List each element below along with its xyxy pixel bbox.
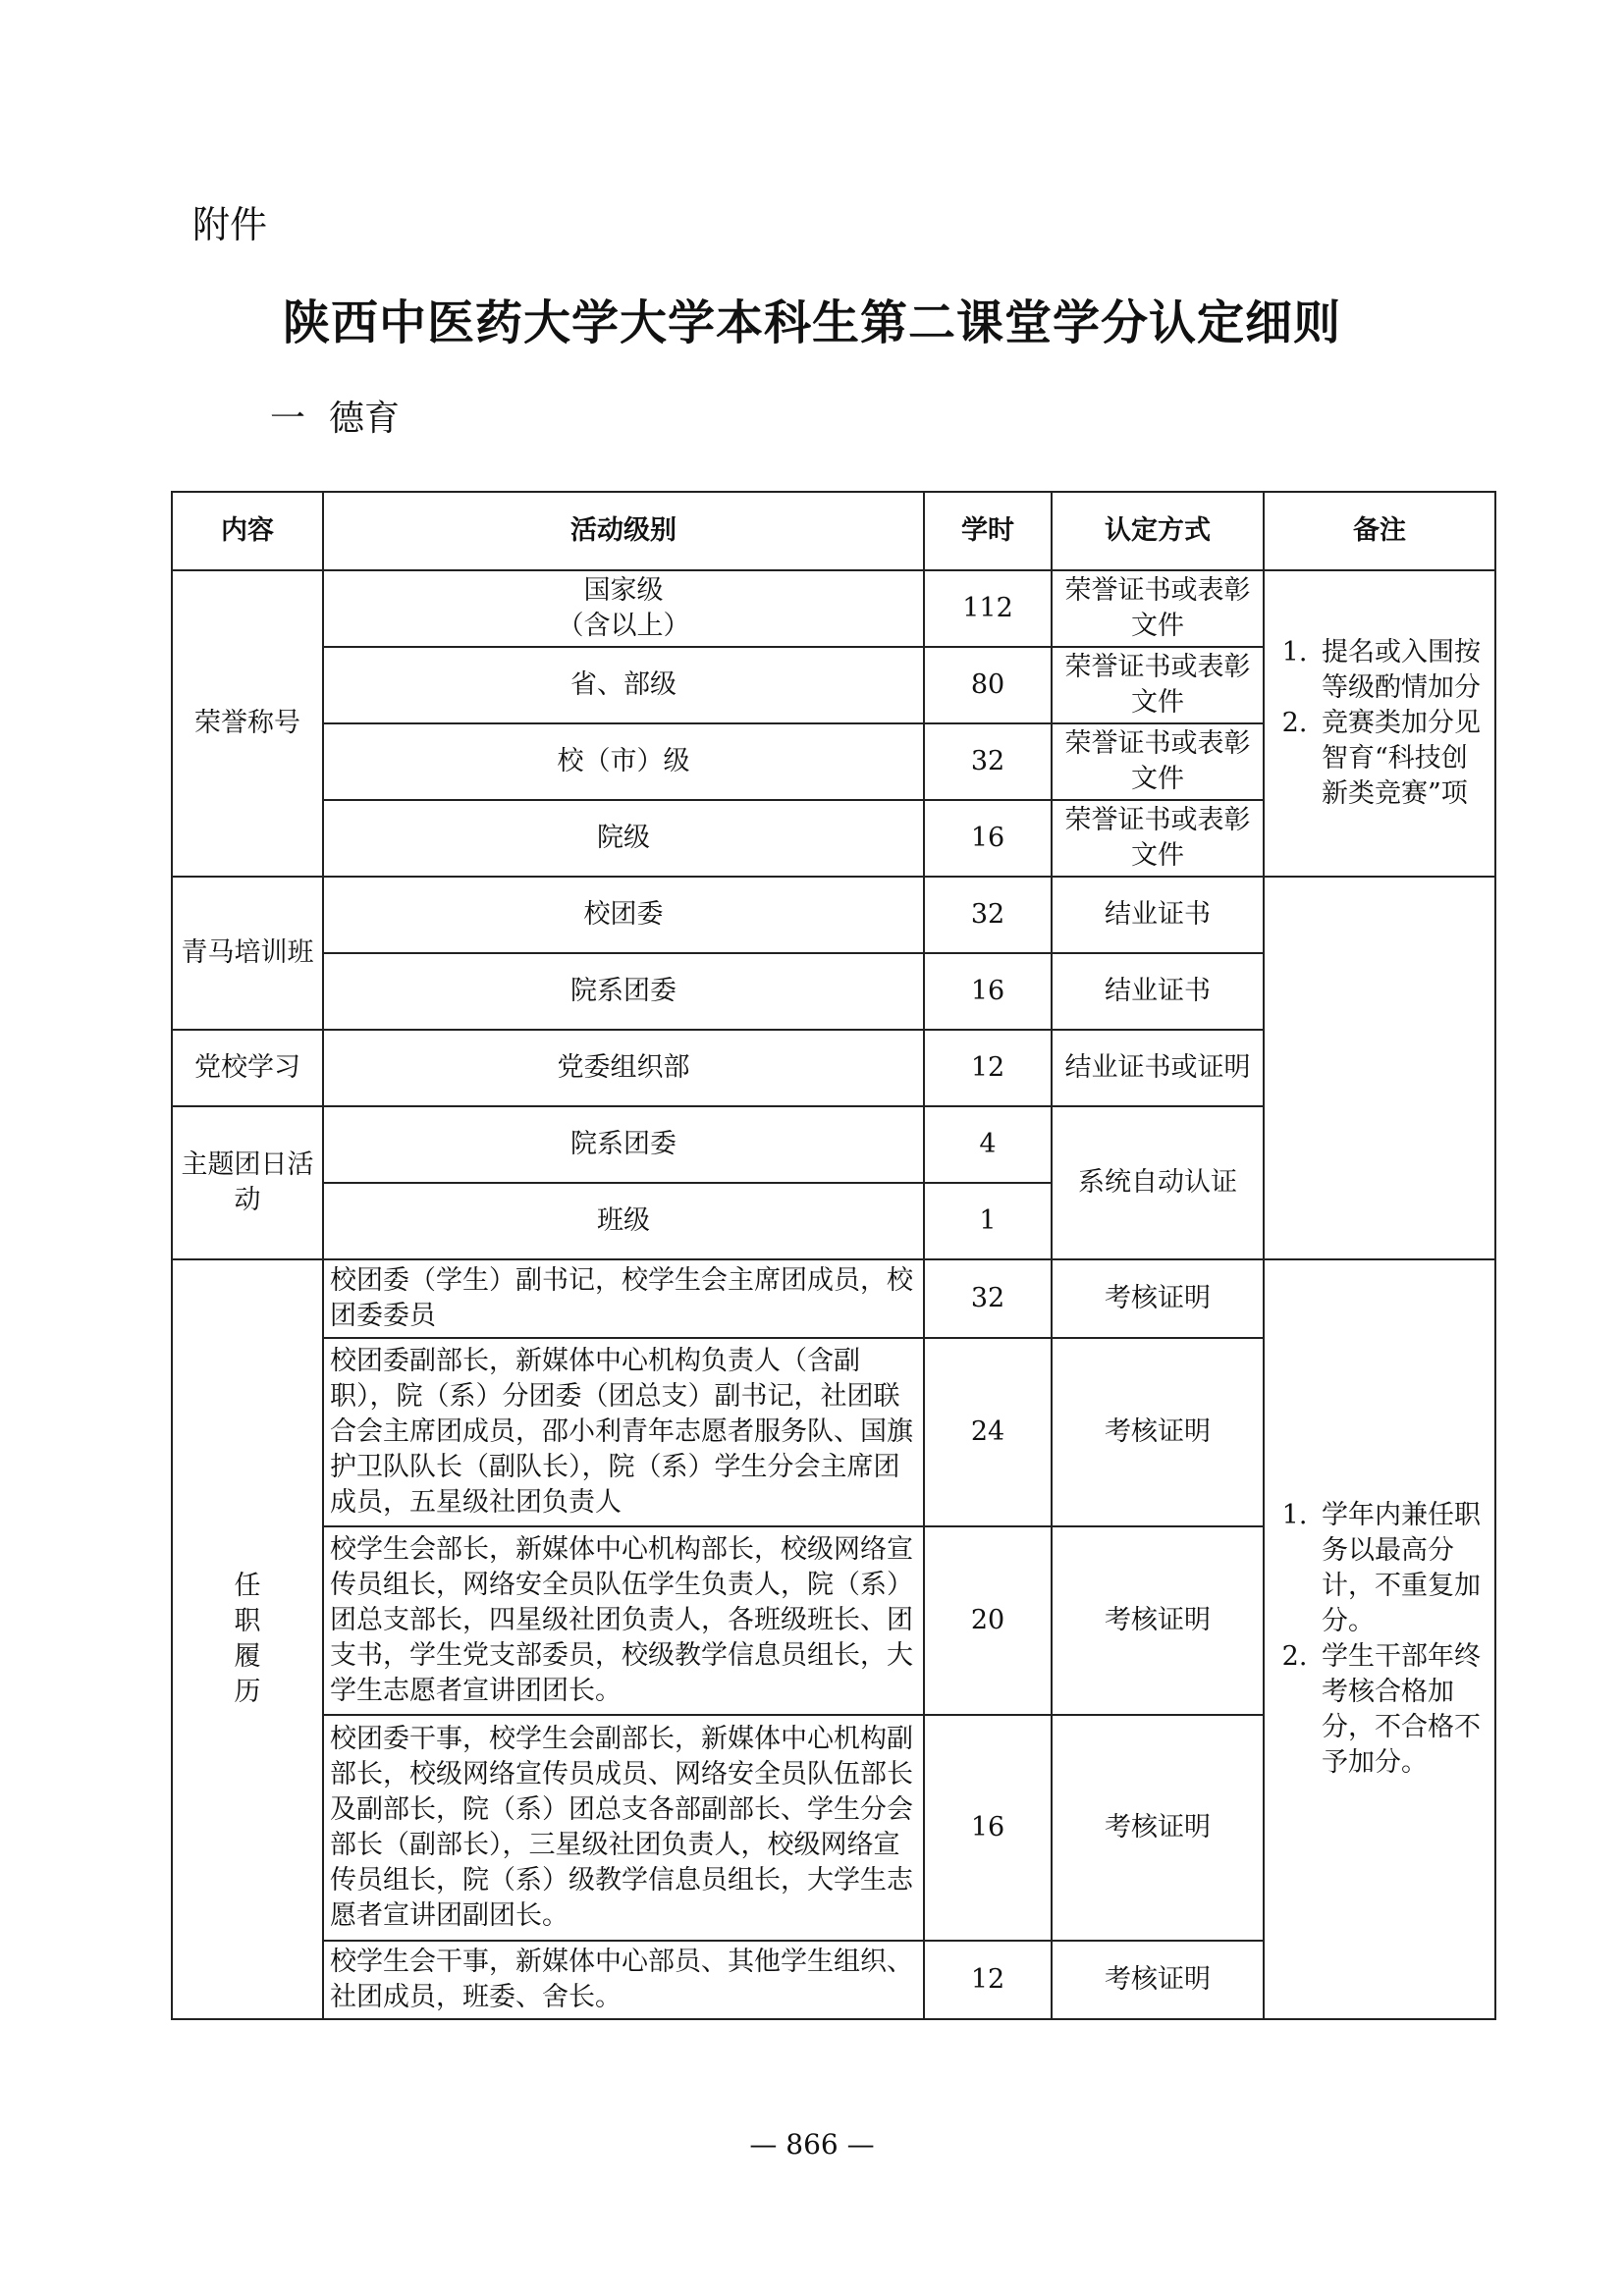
party-level: 党委组织部: [323, 1030, 924, 1106]
credit-table: [171, 491, 1496, 2020]
table-row: [172, 1259, 1495, 1338]
section-name: 德育: [329, 399, 401, 439]
duty-method-4: 考核证明: [1052, 1941, 1264, 2019]
page-number: — 866 —: [749, 2128, 875, 2161]
honor-note-1: 1. 提名或入围按等级酌情加分: [1316, 635, 1489, 706]
theme-method: 系统自动认证: [1052, 1106, 1264, 1259]
honor-hours-2: 32: [924, 723, 1052, 800]
duty-notes: [1264, 1259, 1495, 2019]
section-heading: [270, 391, 400, 441]
duty-level-1: 校团委副部长，新媒体中心机构负责人（含副职），院（系）分团委（团总支）副书记，社团联合会主席团成员，邵小利青年志愿者服务队、国旗护卫队队长（副队长），院（系）学生分会主席团成员，五星级社团负责人: [323, 1338, 924, 1526]
table-row: [172, 877, 1495, 953]
honor-level-2: 校（市）级: [323, 723, 924, 800]
honor-level-0: 国家级 （含以上）: [323, 570, 924, 647]
party-hours: 12: [924, 1030, 1052, 1106]
party-content: 党校学习: [172, 1030, 323, 1106]
empty-note-cell: [1264, 877, 1495, 1259]
theme-hours-0: 4: [924, 1106, 1052, 1183]
duty-level-4: 校学生会干事，新媒体中心部员、其他学生组织、社团成员，班委、舍长。: [323, 1941, 924, 2019]
theme-level-1: 班级: [323, 1183, 924, 1259]
training-level-0: 校团委: [323, 877, 924, 953]
duty-note-2: 2. 学生干部年终考核合格加分，不合格不予加分。: [1316, 1639, 1489, 1781]
duty-note-1: 1. 学年内兼任职务以最高分计，不重复加分。: [1316, 1498, 1489, 1639]
training-hours-1: 16: [924, 953, 1052, 1030]
training-method-0: 结业证书: [1052, 877, 1264, 953]
honor-hours-3: 16: [924, 800, 1052, 877]
duty-hours-0: 32: [924, 1259, 1052, 1338]
training-hours-0: 32: [924, 877, 1052, 953]
duty-char-2: 履: [234, 1641, 261, 1672]
duty-method-3: 考核证明: [1052, 1715, 1264, 1941]
honor-method-2: 荣誉证书或表彰文件: [1052, 723, 1264, 800]
section-number: 一: [270, 399, 306, 439]
training-method-1: 结业证书: [1052, 953, 1264, 1030]
honor-hours-1: 80: [924, 647, 1052, 723]
header-method: 认定方式: [1052, 492, 1264, 570]
theme-content: 主题团日活动: [172, 1106, 323, 1259]
duty-level-2: 校学生会部长，新媒体中心机构部长，校级网络宣传员组长，网络安全员队伍学生负责人，院（系）团总支部长，四星级社团负责人，各班级班长、团支书，学生党支部委员，校级教学信息员组长，大学生志愿者宣讲团团长。: [323, 1526, 924, 1715]
header-level: 活动级别: [323, 492, 924, 570]
duty-method-2: 考核证明: [1052, 1526, 1264, 1715]
duty-level-3: 校团委干事，校学生会副部长，新媒体中心机构副部长，校级网络宣传员成员、网络安全员队伍部长及副部长，院（系）团总支各部副部长、学生分会部长（副部长），三星级社团负责人，校级网络宣传员组长，院（系）级教学信息员组长，大学生志愿者宣讲团副团长。: [323, 1715, 924, 1941]
header-content: 内容: [172, 492, 323, 570]
header-note: 备注: [1264, 492, 1495, 570]
theme-level-0: 院系团委: [323, 1106, 924, 1183]
duty-method-1: 考核证明: [1052, 1338, 1264, 1526]
honor-method-3: 荣誉证书或表彰文件: [1052, 800, 1264, 877]
training-content: 青马培训班: [172, 877, 323, 1030]
honor-level-1: 省、部级: [323, 647, 924, 723]
duty-hours-3: 16: [924, 1715, 1052, 1941]
attachment-label: 附件: [192, 203, 268, 246]
duty-content: [172, 1259, 323, 2019]
training-level-1: 院系团委: [323, 953, 924, 1030]
honor-content: 荣誉称号: [172, 570, 323, 877]
duty-level-0: 校团委（学生）副书记，校学生会主席团成员，校团委委员: [323, 1259, 924, 1338]
table-row: [172, 570, 1495, 647]
table-header-row: [172, 492, 1495, 570]
document-title: 陕西中医药大学大学本科生第二课堂学分认定细则: [282, 295, 1341, 350]
duty-method-0: 考核证明: [1052, 1259, 1264, 1338]
party-method: 结业证书或证明: [1052, 1030, 1264, 1106]
honor-level-3: 院级: [323, 800, 924, 877]
honor-note-2: 2. 竞赛类加分见智育“科技创新类竞赛”项: [1316, 706, 1489, 812]
duty-hours-4: 12: [924, 1941, 1052, 2019]
honor-notes: [1264, 570, 1495, 877]
honor-method-1: 荣誉证书或表彰文件: [1052, 647, 1264, 723]
theme-hours-1: 1: [924, 1183, 1052, 1259]
duty-char-1: 职: [234, 1606, 261, 1636]
duty-char-3: 历: [234, 1677, 261, 1707]
header-hours: 学时: [924, 492, 1052, 570]
honor-hours-0: 112: [924, 570, 1052, 647]
honor-method-0: 荣誉证书或表彰文件: [1052, 570, 1264, 647]
duty-hours-1: 24: [924, 1338, 1052, 1526]
duty-char-0: 任: [234, 1571, 261, 1601]
duty-hours-2: 20: [924, 1526, 1052, 1715]
